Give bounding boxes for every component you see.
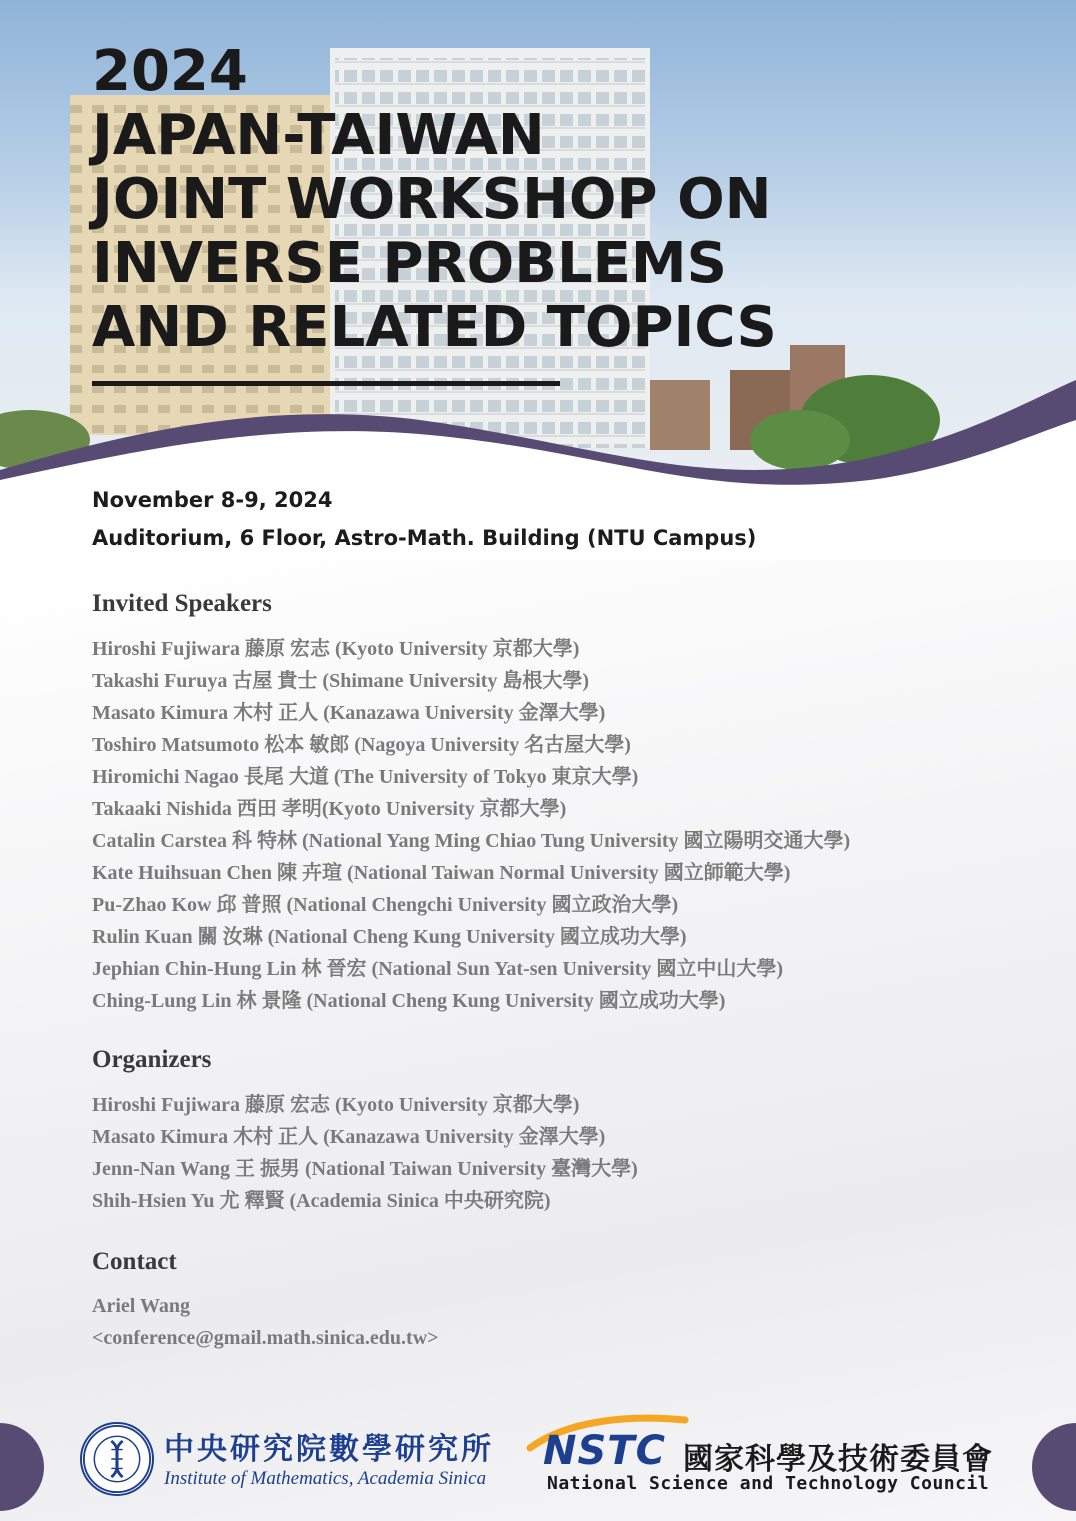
title-underline — [92, 381, 560, 386]
ias-name-zh: 中央研究院數學研究所 — [164, 1432, 494, 1467]
invited-speakers-list — [92, 633, 850, 1017]
ias-name-en: Institute of Mathematics, Academia Sinica — [164, 1468, 487, 1489]
list-item: Takaaki Nishida 西田 孝明(Kyoto University 京都大學) — [92, 798, 567, 820]
title-line: 2024 — [92, 39, 248, 104]
list-item: Hiroshi Fujiwara 藤原 宏志 (Kyoto University 京都大學) — [92, 638, 580, 660]
purple-wave-divider — [0, 380, 1076, 500]
list-item: Masato Kimura 木村 正人 (Kanazawa University 金澤大學) — [92, 1126, 606, 1148]
event-venue: Auditorium, 6 Floor, Astro-Math. Building (NTU Campus) — [92, 526, 757, 550]
list-item: Ching-Lung Lin 林 景隆 (National Cheng Kung University 國立成功大學) — [92, 990, 726, 1012]
list-item: Pu-Zhao Kow 邱 普照 (National Chengchi University 國立政治大學) — [92, 894, 679, 916]
academia-sinica-seal-icon — [80, 1422, 154, 1496]
list-item: Hiroshi Fujiwara 藤原 宏志 (Kyoto University 京都大學) — [92, 1094, 580, 1116]
contact-heading: Contact — [92, 1248, 177, 1275]
contact-name: Ariel Wang — [92, 1295, 190, 1317]
title-line: AND RELATED TOPICS — [92, 295, 777, 360]
nstc-logo — [505, 1412, 1015, 1502]
invited-speakers-heading: Invited Speakers — [92, 590, 272, 617]
nstc-name-en: National Science and Technology Council — [547, 1473, 990, 1494]
event-date: November 8-9, 2024 — [92, 488, 333, 512]
organizers-list — [92, 1089, 638, 1217]
organizers-heading: Organizers — [92, 1046, 212, 1073]
list-item: Takashi Furuya 古屋 貴士 (Shimane University 島根大學) — [92, 670, 590, 692]
nstc-name-zh: 國家科學及技術委員會 — [683, 1442, 993, 1477]
list-item: Toshiro Matsumoto 松本 敏郎 (Nagoya University 名古屋大學) — [92, 734, 631, 756]
list-item: Hiromichi Nagao 長尾 大道 (The University of Tokyo 東京大學) — [92, 766, 639, 788]
list-item: Rulin Kuan 關 汝琳 (National Cheng Kung University 國立成功大學) — [92, 926, 687, 948]
list-item: Masato Kimura 木村 正人 (Kanazawa University 金澤大學) — [92, 702, 606, 724]
title-line: INVERSE PROBLEMS — [92, 231, 727, 296]
title-line: JOINT WORKSHOP ON — [92, 167, 772, 232]
title-line: JAPAN-TAIWAN — [92, 103, 545, 168]
list-item: Jenn-Nan Wang 王 振男 (National Taiwan University 臺灣大學) — [92, 1158, 638, 1180]
nstc-wordmark: NSTC — [543, 1428, 666, 1474]
contact-list — [92, 1290, 439, 1354]
workshop-title — [92, 40, 777, 360]
list-item: Jephian Chin-Hung Lin 林 晉宏 (National Sun Yat-sen University 國立中山大學) — [92, 958, 784, 980]
list-item: Catalin Carstea 科 特林 (National Yang Ming Chiao Tung University 國立陽明交通大學) — [92, 830, 851, 852]
academia-sinica-logo — [80, 1420, 500, 1500]
list-item: Kate Huihsuan Chen 陳 卉瑄 (National Taiwan Normal University 國立師範大學) — [92, 862, 791, 884]
list-item: Shih-Hsien Yu 尤 釋賢 (Academia Sinica 中央研究院) — [92, 1190, 551, 1212]
contact-email[interactable]: <conference@gmail.math.sinica.edu.tw> — [92, 1327, 439, 1349]
